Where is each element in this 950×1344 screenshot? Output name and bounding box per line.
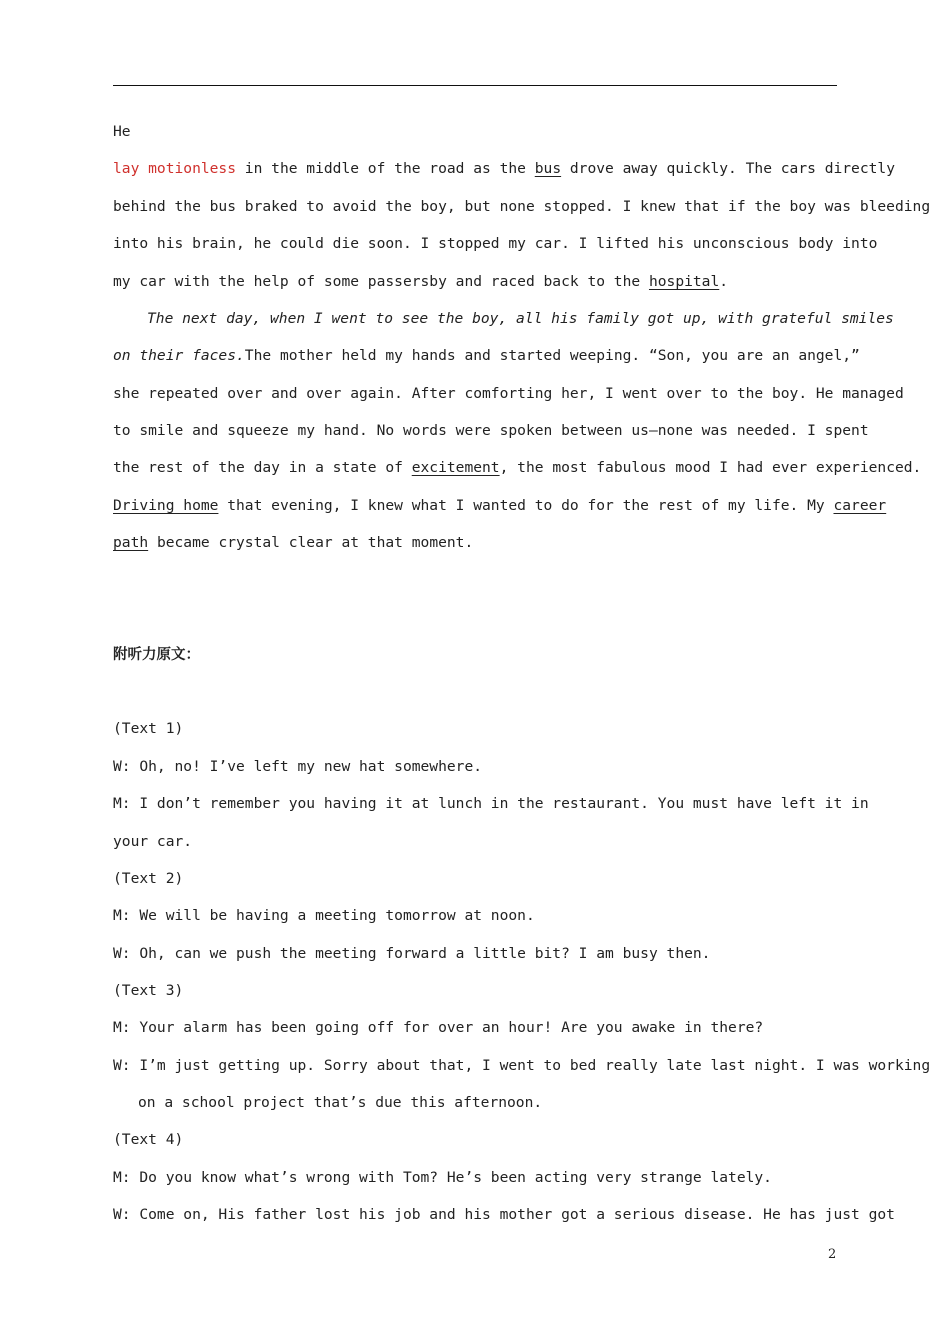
underlined-word: Driving home bbox=[113, 497, 219, 514]
story-line-3: behind the bus braked to avoid the boy, but none stopped. I knew that if the boy was bleeding bbox=[113, 198, 931, 215]
transcript-line: W: Come on, His father lost his job and his mother got a serious disease. He has just got bbox=[113, 1206, 895, 1223]
story-line-11: Driving home that evening, I knew what I wanted to do for the rest of my life. My career bbox=[113, 497, 887, 514]
transcript-line: M: Do you know what’s wrong with Tom? He’s been acting very strange lately. bbox=[113, 1169, 772, 1186]
underlined-word: excitement bbox=[411, 459, 500, 476]
transcript-line: (Text 4) bbox=[113, 1131, 184, 1148]
underlined-word: path bbox=[113, 534, 149, 551]
underlined-word: career bbox=[833, 497, 887, 514]
italic-phrase: on their faces. bbox=[113, 347, 245, 364]
story-line-7: on their faces.The mother held my hands and started weeping. “Son, you are an angel,” bbox=[113, 347, 860, 364]
underlined-word: hospital bbox=[648, 273, 720, 290]
story-line-2: lay motionless in the middle of the road as the bus drove away quickly. The cars directly bbox=[113, 160, 895, 177]
transcript-line: M: We will be having a meeting tomorrow at noon. bbox=[113, 907, 535, 924]
story-line-9: to smile and squeeze my hand. No words were spoken between us—none was needed. I spent bbox=[113, 422, 869, 439]
underlined-word: bus bbox=[534, 160, 562, 177]
transcript-heading: 附听力原文： bbox=[113, 647, 200, 663]
transcript-line: M: I don’t remember you having it at lunch in the restaurant. You must have left it in bbox=[113, 795, 869, 812]
transcript-line: (Text 3) bbox=[113, 982, 184, 999]
transcript-line: W: I’m just getting up. Sorry about that, I went to bed really late last night. I was working bbox=[113, 1057, 931, 1074]
story-line-12: path became crystal clear at that moment. bbox=[113, 534, 474, 551]
story-line-1: He bbox=[113, 123, 131, 140]
story-line-4: into his brain, he could die soon. I stopped my car. I lifted his unconscious body into bbox=[113, 235, 878, 252]
highlight-phrase: lay motionless bbox=[113, 160, 237, 177]
transcript-line: (Text 2) bbox=[113, 870, 184, 887]
header-rule bbox=[113, 85, 837, 86]
story-line-8: she repeated over and over again. After comforting her, I went over to the boy. He managed bbox=[113, 385, 904, 402]
page-number: 2 bbox=[828, 1247, 837, 1262]
story-line-5: my car with the help of some passersby and raced back to the hospital. bbox=[113, 273, 729, 290]
transcript-line: M: Your alarm has been going off for over an hour! Are you awake in there? bbox=[113, 1019, 764, 1036]
transcript-line: (Text 1) bbox=[113, 720, 184, 737]
transcript-line: W: Oh, no! I’ve left my new hat somewhere. bbox=[113, 758, 483, 775]
transcript-line: your car. bbox=[113, 833, 193, 850]
transcript-line: on a school project that’s due this afternoon. bbox=[138, 1094, 543, 1111]
transcript-line: W: Oh, can we push the meeting forward a little bit? I am busy then. bbox=[113, 945, 711, 962]
story-line-10: the rest of the day in a state of excitement, the most fabulous mood I had ever experienced. bbox=[113, 459, 922, 476]
story-line-6: The next day, when I went to see the boy, all his family got up, with grateful smiles bbox=[147, 310, 894, 327]
